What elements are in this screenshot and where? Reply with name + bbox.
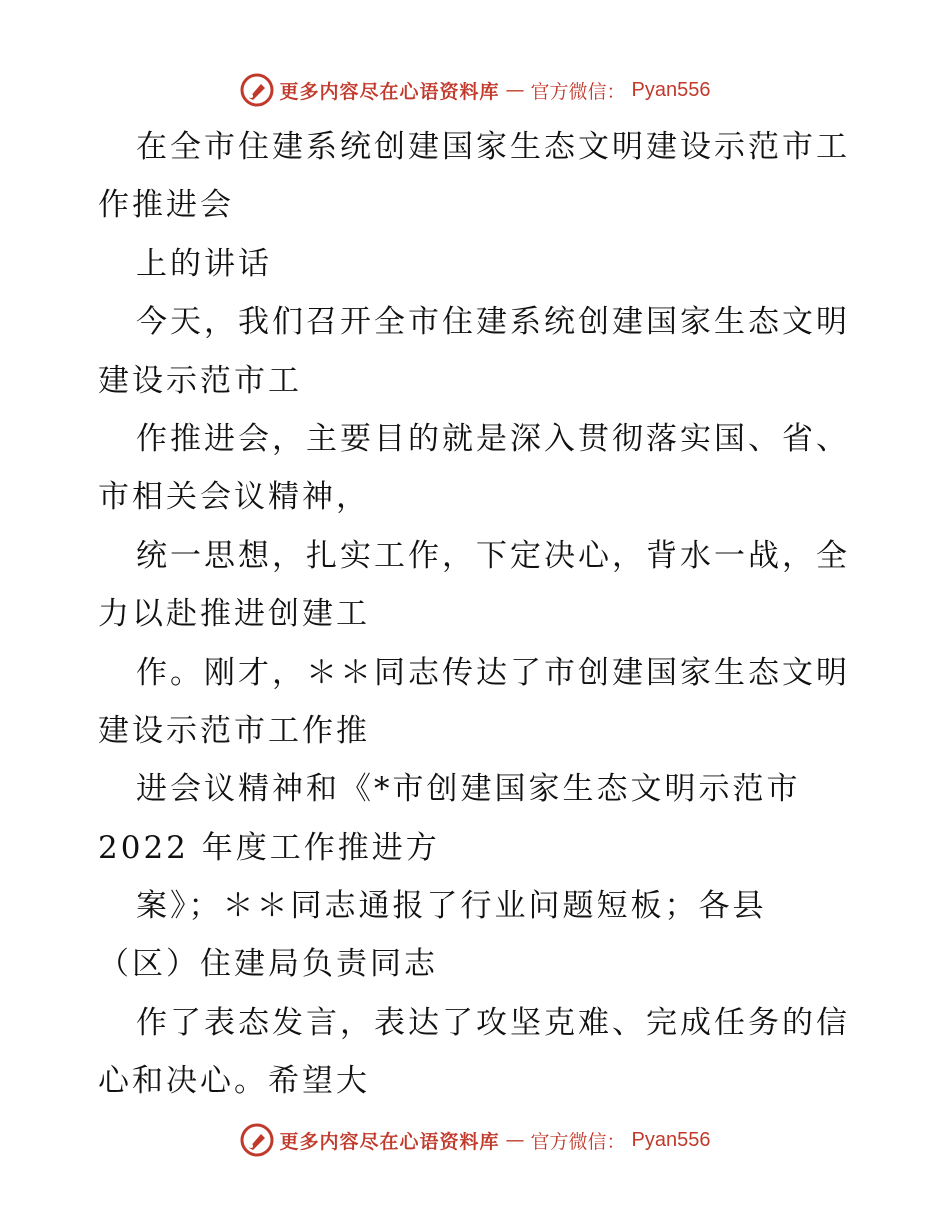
watermark-wechat-label: 官方微信：	[530, 80, 626, 103]
text-line: 上的讲话	[136, 245, 272, 282]
watermark-banner-top	[0, 70, 950, 110]
pen-nib-logo-icon	[240, 1123, 274, 1157]
text-line: 建设示范市工作推	[98, 712, 370, 749]
text-line: 统一思想，扎实工作，下定决心，背水一战，全	[136, 537, 850, 574]
text-line: 心和决心。希望大	[98, 1063, 370, 1100]
text-line: 作了表态发言，表达了攻坚克难、完成任务的信	[136, 1004, 850, 1041]
text-line: 市相关会议精神，	[98, 479, 370, 516]
text-line: 进会议精神和《*市创建国家生态文明示范市	[136, 771, 801, 808]
text-line: 在全市住建系统创建国家生态文明建设示范市工	[136, 129, 850, 165]
watermark-banner-bottom	[0, 1120, 950, 1160]
watermark-site-text: 更多内容尽在心语资料库	[279, 1130, 500, 1153]
document-body	[98, 118, 858, 1111]
text-line: 案》；＊＊同志通报了行业问题短板；各县	[136, 888, 767, 925]
watermark-wechat-label: 官方微信：	[530, 1130, 626, 1153]
text-line: 作推进会	[98, 187, 234, 224]
watermark-wechat-id: Pyan556	[631, 1128, 711, 1151]
text-line: 建设示范市工	[98, 362, 302, 399]
text-line: 力以赴推进创建工	[98, 596, 370, 633]
text-line: 作推进会，主要目的就是深入贯彻落实国、省、	[136, 420, 850, 457]
text-line: 作。刚才，＊＊同志传达了市创建国家生态文明	[136, 654, 850, 691]
text-line: （区）住建局负责同志	[98, 946, 438, 983]
watermark-site-text: 更多内容尽在心语资料库	[279, 80, 500, 103]
watermark-wechat-id: Pyan556	[631, 78, 711, 101]
watermark-dash: —	[505, 1129, 525, 1151]
text-line: 今天，我们召开全市住建系统创建国家生态文明	[136, 304, 850, 341]
watermark-dash: —	[505, 79, 525, 101]
pen-nib-logo-icon	[240, 73, 274, 107]
text-line: 2022 年度工作推进方	[98, 829, 440, 866]
